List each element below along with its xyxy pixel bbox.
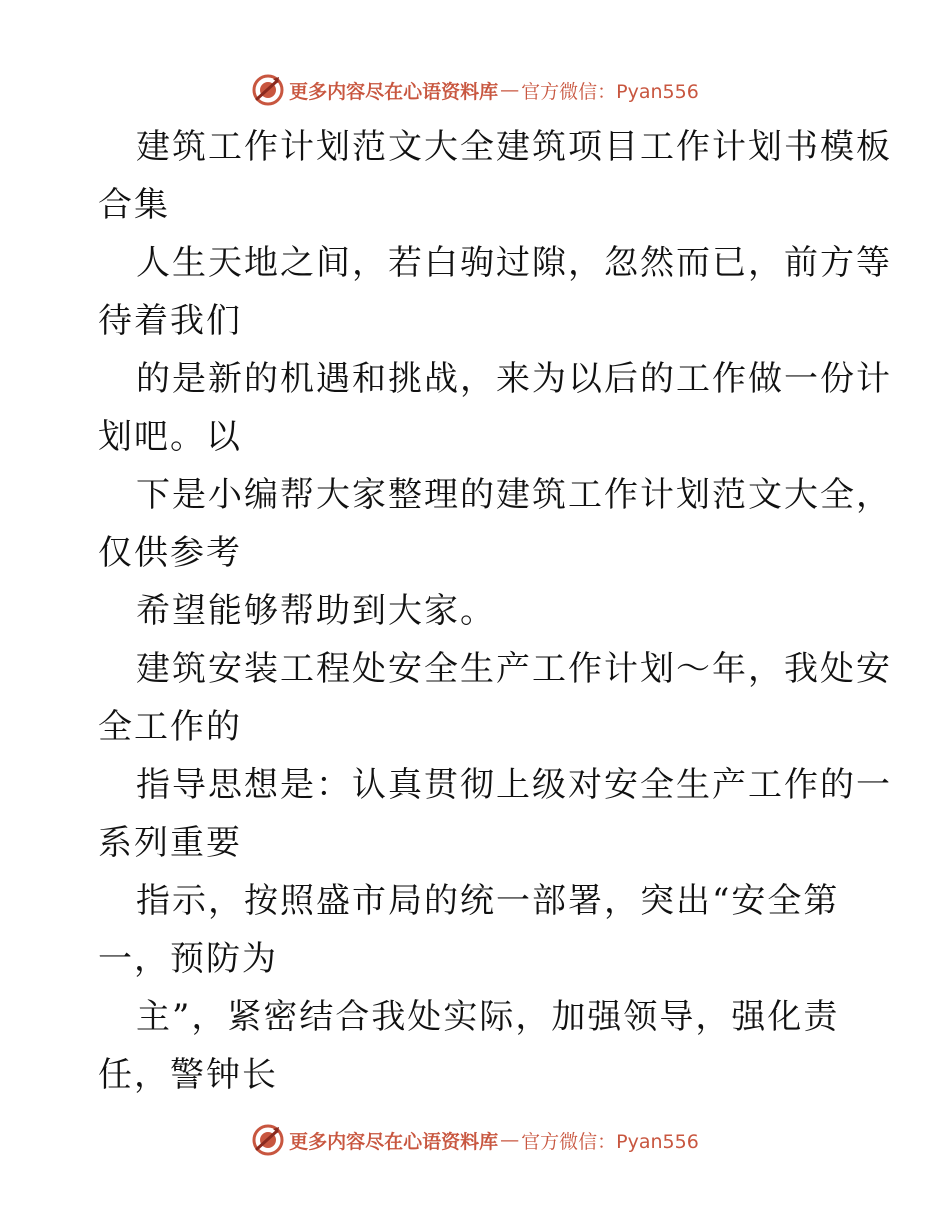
header-promo-text: 更多内容尽在心语资料库 <box>289 80 499 103</box>
document-line: 一，预防为 <box>98 939 278 979</box>
document-line: 的是新的机遇和挑战，来为以后的工作做一份计 <box>136 359 892 399</box>
document-line: 系列重要 <box>98 823 242 863</box>
document-line: 下是小编帮大家整理的建筑工作计划范文大全， <box>136 475 892 515</box>
header-banner <box>0 70 950 110</box>
document-line: 指示，按照盛市局的统一部署，突出“安全第 <box>136 881 840 921</box>
document-line: 主”，紧密结合我处实际，加强领导，强化责 <box>136 997 840 1037</box>
document-line: 建筑安装工程处安全生产工作计划～年，我处安 <box>136 649 892 689</box>
document-line: 全工作的 <box>98 707 242 747</box>
footer-banner <box>0 1120 950 1160</box>
document-line: 建筑工作计划范文大全建筑项目工作计划书模板 <box>136 127 892 167</box>
logo-icon <box>251 1123 285 1157</box>
document-line: 合集 <box>98 185 170 225</box>
document-line: 划吧。以 <box>98 417 242 457</box>
footer-promo-text: 更多内容尽在心语资料库 <box>289 1130 499 1153</box>
footer-wechat-text: 官方微信：Pyan556 <box>521 1130 699 1153</box>
document-line: 希望能够帮助到大家。 <box>136 591 496 631</box>
document-line: 待着我们 <box>98 301 242 341</box>
document-line: 人生天地之间，若白驹过隙，忽然而已，前方等 <box>136 243 892 283</box>
document-line: 任，警钟长 <box>98 1055 278 1095</box>
header-dash: — <box>500 79 520 101</box>
document-body <box>98 118 892 1104</box>
document-line: 仅供参考 <box>98 533 242 573</box>
header-wechat-text: 官方微信：Pyan556 <box>521 80 699 103</box>
footer-dash: — <box>500 1129 520 1151</box>
logo-icon <box>251 73 285 107</box>
document-line: 指导思想是：认真贯彻上级对安全生产工作的一 <box>136 765 892 805</box>
